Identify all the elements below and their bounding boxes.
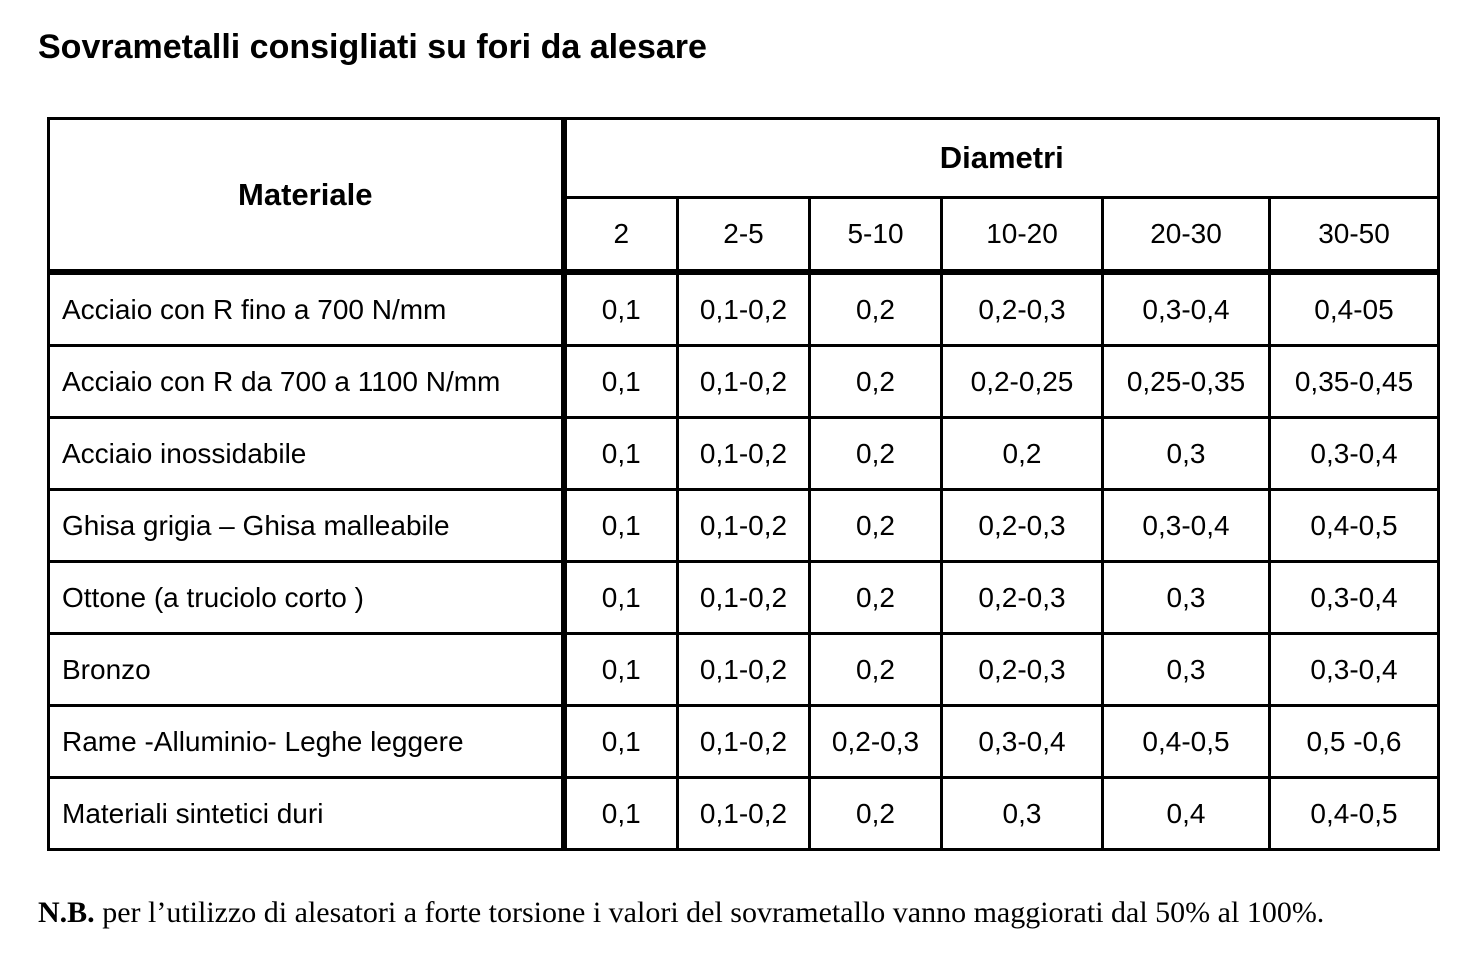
allowance-value-cell: 0,1: [564, 418, 678, 490]
allowance-value-cell: 0,2-0,3: [942, 272, 1103, 346]
allowance-value-cell: 0,2-0,25: [942, 346, 1103, 418]
allowance-value-cell: 0,2: [810, 634, 942, 706]
allowance-value-cell: 0,1: [564, 706, 678, 778]
diameter-range-header: 2-5: [678, 198, 810, 273]
allowance-table: [47, 117, 1440, 851]
allowance-value-cell: 0,3: [1103, 562, 1270, 634]
allowance-value-cell: 0,3-0,4: [1103, 272, 1270, 346]
table-row: [49, 634, 1439, 706]
allowance-value-cell: 0,3-0,4: [1270, 634, 1439, 706]
allowance-value-cell: 0,1-0,2: [678, 346, 810, 418]
allowance-value-cell: 0,2: [810, 272, 942, 346]
footnote: [38, 896, 1324, 930]
table-row: [49, 418, 1439, 490]
allowance-value-cell: 0,4-05: [1270, 272, 1439, 346]
allowance-value-cell: 0,3-0,4: [1270, 418, 1439, 490]
allowance-value-cell: 0,3: [1103, 418, 1270, 490]
table-row: [49, 272, 1439, 346]
diameter-range-header: 20-30: [1103, 198, 1270, 273]
allowance-value-cell: 0,2: [810, 778, 942, 850]
material-cell: Acciaio con R da 700 a 1100 N/mm: [49, 346, 564, 418]
diameter-range-header: 30-50: [1270, 198, 1439, 273]
allowance-value-cell: 0,2-0,3: [942, 634, 1103, 706]
material-cell: Ghisa grigia – Ghisa malleabile: [49, 490, 564, 562]
material-cell: Acciaio con R fino a 700 N/mm: [49, 272, 564, 346]
header-row-top: [49, 119, 1439, 198]
allowance-value-cell: 0,3-0,4: [1270, 562, 1439, 634]
diameter-range-header: 5-10: [810, 198, 942, 273]
table-row: [49, 346, 1439, 418]
allowance-value-cell: 0,1-0,2: [678, 418, 810, 490]
allowance-value-cell: 0,1: [564, 272, 678, 346]
allowance-value-cell: 0,35-0,45: [1270, 346, 1439, 418]
allowance-value-cell: 0,4: [1103, 778, 1270, 850]
allowance-value-cell: 0,3: [1103, 634, 1270, 706]
table-row: [49, 778, 1439, 850]
material-column-header: Materiale: [49, 119, 564, 273]
allowance-value-cell: 0,2: [810, 490, 942, 562]
material-cell: Ottone (a truciolo corto ): [49, 562, 564, 634]
material-cell: Rame -Alluminio- Leghe leggere: [49, 706, 564, 778]
allowance-value-cell: 0,3: [942, 778, 1103, 850]
allowance-value-cell: 0,1-0,2: [678, 272, 810, 346]
allowance-value-cell: 0,4-0,5: [1270, 778, 1439, 850]
allowance-value-cell: 0,2-0,3: [942, 490, 1103, 562]
allowance-value-cell: 0,1: [564, 778, 678, 850]
footnote-label: N.B.: [38, 896, 95, 929]
allowance-value-cell: 0,2: [810, 346, 942, 418]
allowance-value-cell: 0,1-0,2: [678, 778, 810, 850]
table-header: [49, 119, 1439, 273]
allowance-value-cell: 0,3-0,4: [942, 706, 1103, 778]
diameter-range-header: 2: [564, 198, 678, 273]
allowance-value-cell: 0,4-0,5: [1103, 706, 1270, 778]
allowance-value-cell: 0,25-0,35: [1103, 346, 1270, 418]
allowance-value-cell: 0,1: [564, 634, 678, 706]
allowance-value-cell: 0,4-0,5: [1270, 490, 1439, 562]
allowance-value-cell: 0,1-0,2: [678, 490, 810, 562]
table-row: [49, 562, 1439, 634]
page-title: Sovrametalli consigliati su fori da alesare: [38, 28, 707, 66]
table-row: [49, 706, 1439, 778]
diameters-group-header: Diametri: [564, 119, 1439, 198]
material-cell: Bronzo: [49, 634, 564, 706]
material-cell: Acciaio inossidabile: [49, 418, 564, 490]
allowance-value-cell: 0,1: [564, 490, 678, 562]
diameter-range-header: 10-20: [942, 198, 1103, 273]
allowance-value-cell: 0,1-0,2: [678, 706, 810, 778]
allowance-value-cell: 0,3-0,4: [1103, 490, 1270, 562]
allowance-value-cell: 0,2: [942, 418, 1103, 490]
table-row: [49, 490, 1439, 562]
table-body: [49, 272, 1439, 850]
material-cell: Materiali sintetici duri: [49, 778, 564, 850]
allowance-value-cell: 0,1: [564, 562, 678, 634]
allowance-value-cell: 0,2: [810, 562, 942, 634]
allowance-value-cell: 0,1: [564, 346, 678, 418]
allowance-value-cell: 0,1-0,2: [678, 562, 810, 634]
allowance-value-cell: 0,2-0,3: [810, 706, 942, 778]
allowance-value-cell: 0,1-0,2: [678, 634, 810, 706]
footnote-text: per l’utilizzo di alesatori a forte torsione i valori del sovrametallo vanno maggiorati dal 50% al 100%.: [94, 896, 1325, 929]
allowance-value-cell: 0,5 -0,6: [1270, 706, 1439, 778]
allowance-value-cell: 0,2: [810, 418, 942, 490]
allowance-value-cell: 0,2-0,3: [942, 562, 1103, 634]
